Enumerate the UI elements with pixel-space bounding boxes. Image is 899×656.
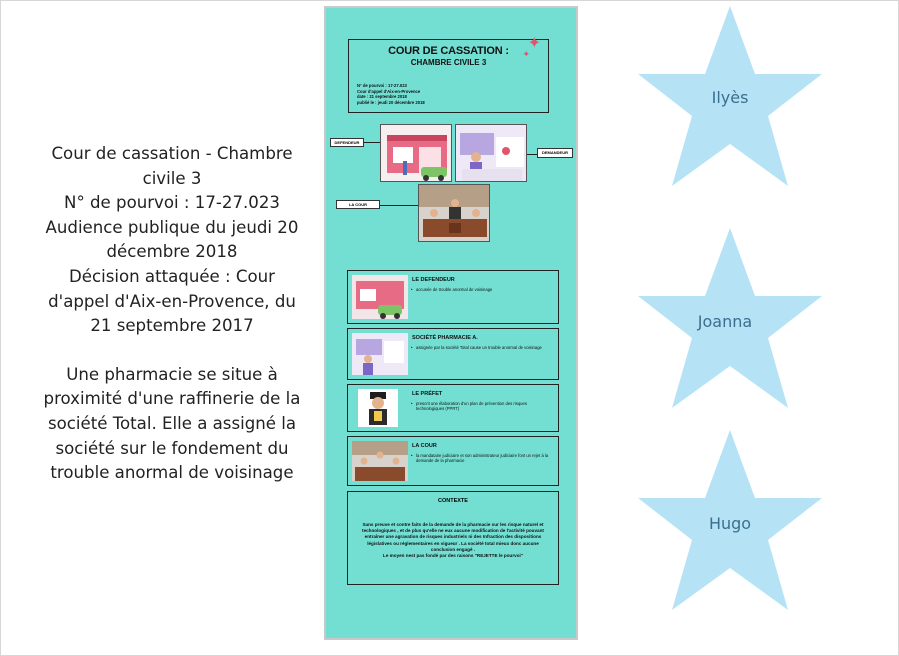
poster-title: COUR DE CASSATION : — [388, 45, 509, 57]
context-title: CONTEXTE — [438, 498, 468, 504]
card-body: • la mandataire judiciaire et son administrateur judiciaire font un rejet à la demande de la pharmacie — [416, 453, 552, 464]
card-prefet — [347, 384, 559, 432]
star-name: Joanna — [697, 312, 753, 331]
card-thumbnail — [352, 333, 408, 375]
star-hugo — [630, 428, 830, 618]
card-title: LE DEFENDEUR — [412, 277, 455, 283]
card-defendeur — [347, 270, 559, 324]
card-body: • accusée de trouble anormal de voisinage — [416, 287, 552, 292]
poster — [324, 6, 578, 640]
star-name: Ilyès — [711, 88, 749, 107]
pharmacy-illustration — [380, 124, 452, 182]
star-joanna — [630, 226, 830, 416]
poster-title-box — [348, 35, 549, 113]
tag-demandeur: DEMANDEUR — [537, 148, 573, 158]
star-name: Hugo — [708, 514, 752, 533]
poster-meta: N° de pourvoi : 17-27.023 Cour d'appel d'Aix-en-Provence date : 21 septembre 2018 publié le : jeudi 20 décembre 2018 — [357, 83, 425, 105]
context-box — [347, 491, 559, 585]
card-title: SOCIÉTÉ PHARMACIE A. — [412, 335, 478, 341]
connector-line — [364, 142, 380, 143]
court-illustration — [418, 184, 490, 242]
tag-defendeur: DEFENDEUR — [330, 138, 364, 147]
star-ilyes — [630, 4, 830, 194]
tag-la-cour: LA COUR — [336, 200, 380, 209]
card-thumbnail — [358, 389, 408, 427]
card-pharmacie — [347, 328, 559, 380]
card-title: LA COUR — [412, 443, 437, 449]
connector-line — [380, 205, 418, 206]
card-thumbnail — [352, 441, 408, 481]
case-description — [22, 142, 322, 486]
sparkle-small-icon: ✦ — [522, 49, 530, 59]
context-body: Sans preuve et contre faits de la demande de la pharmacie sur les risque naturel et technologiques , et de plus qu'elle ne eux aucune modification de l'activité pouvant entraîner une agravation de risques industriels ni des Infraction des dispositions législatives ou réglementaires en vigueur . La société total mieux donc aucune conclusion engagé . Le moyen nest pas fondé par des raisons "REJETTE le pourvoi" — [362, 522, 544, 559]
pharmacist-illustration — [455, 124, 527, 182]
connector-line — [527, 154, 537, 155]
card-body: • prescrit une élaboration d'un plan de prévention des risques technologiques (PPRT) — [416, 401, 552, 412]
case-summary-text: Une pharmacie se situe à proximité d'une raffinerie de la société Total. Elle a assigné la société sur le fondement du trouble anormal de voisinage — [43, 364, 301, 483]
case-info-text: Cour de cassation - Chambre civile 3 N° de pourvoi : 17-27.023 Audience publique du jeudi 20 décembre 2018 Décision attaquée : Cour d'appel d'Aix-en-Provence, du 21 septembre 2017 — [45, 144, 299, 336]
card-title: LE PRÉFET — [412, 391, 443, 397]
card-thumbnail — [352, 275, 408, 319]
poster-subtitle: CHAMBRE CIVILE 3 — [410, 58, 487, 67]
card-cour — [347, 436, 559, 486]
card-body: • assignée par la société Total cause un trouble anormal de voisinage — [416, 345, 552, 350]
sparkle-icon: ✦ — [527, 35, 541, 52]
